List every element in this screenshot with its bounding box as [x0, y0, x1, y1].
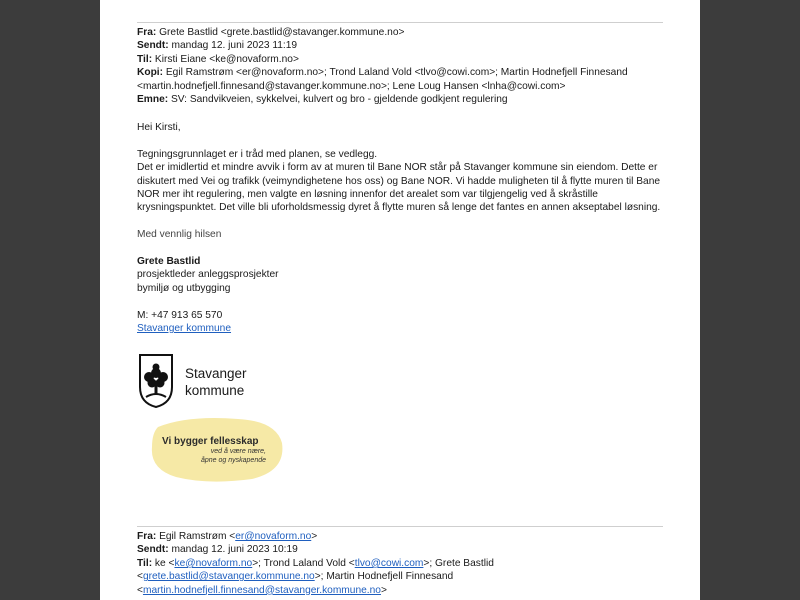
- cc-line: Kopi: Egil Ramstrøm <er@novaform.no>; Trond Laland Vold <tlvo@cowi.com>; Martin Hodnefjell Finnesand: [137, 67, 628, 79]
- sent-line-2: Sendt: mandag 12. juni 2023 10:19: [137, 544, 298, 556]
- slogan: Vi bygger fellesskap ved å være nære, åpne og nyskapende: [162, 436, 266, 464]
- signature-name: Grete Bastlid: [137, 256, 201, 268]
- body-paragraph-2-line-4: krysningspunktet. Det ville bli uforholdsmessig dyret å flytte muren så lenge det fantes en annen akseptabel løsning.: [137, 202, 661, 214]
- email-header-2: [137, 530, 667, 597]
- body-paragraph-1: Tegningsgrunnlaget er i tråd med planen, se vedlegg.: [137, 148, 378, 160]
- signature-dept: bymiljø og utbygging: [137, 282, 231, 294]
- stavanger-kommune-link[interactable]: Stavanger kommune: [137, 323, 232, 335]
- signature-phone: M: +47 913 65 570: [137, 309, 223, 321]
- document-page: [100, 0, 700, 600]
- to-email-link-4[interactable]: martin.hodnefjell.finnesand@stavanger.kommune.no: [142, 584, 381, 596]
- stavanger-logo: [137, 351, 337, 411]
- cc-line-2: <martin.hodnefjell.finnesand@stavanger.kommune.no>; Lene Loug Hansen <lnha@cowi.com>: [137, 80, 566, 92]
- stavanger-coat-of-arms-icon: [137, 351, 175, 409]
- header-separator-2: [137, 526, 663, 527]
- email-body: [137, 121, 667, 335]
- to-email-link-2[interactable]: tlvo@cowi.com: [354, 557, 424, 569]
- from-line-2: Fra: Egil Ramstrøm <er@novaform.no>: [137, 531, 318, 542]
- body-paragraph-2-line-2: diskutert med Vei og trafikk (veimyndighetene hos oss) og Bane NOR. Vi hadde muligheten til å flytte muren til Bane: [137, 175, 661, 187]
- signature-title: prosjektleder anleggsprosjekter: [137, 269, 279, 281]
- greeting: Hei Kirsti,: [137, 122, 181, 133]
- header-separator: [137, 22, 663, 23]
- from-email-link[interactable]: er@novaform.no: [235, 531, 312, 542]
- body-paragraph-2-line-3: NOR mer iht regulering, men valgte en løsning innenfor det arealet som var tilgjengelig ved å skråstille: [137, 189, 598, 201]
- closing: Med vennlig hilsen: [137, 229, 222, 241]
- to-line-2: Til: ke <ke@novaform.no>; Trond Laland Vold <tlvo@cowi.com>; Grete Bastlid: [137, 557, 494, 569]
- to-line: Til: Kirsti Eiane <ke@novaform.no>: [137, 53, 299, 65]
- from-line: Fra: Grete Bastlid <grete.bastlid@stavanger.kommune.no>: [137, 27, 405, 38]
- body-paragraph-2-line-1: Det er imidlertid et mindre avvik i form av at muren til Bane NOR står på Stavanger kommune sin eiendom. Dette er: [137, 162, 658, 174]
- subject-line: Emne: SV: Sandvikveien, sykkelvei, kulvert og bro - gjeldende godkjent regulering: [137, 94, 508, 106]
- to-email-link-1[interactable]: ke@novaform.no: [174, 557, 253, 569]
- email-header-1: [137, 26, 667, 106]
- sent-line: Sendt: mandag 12. juni 2023 11:19: [137, 40, 298, 52]
- to-line-2b: <grete.bastlid@stavanger.kommune.no>; Martin Hodnefjell Finnesand: [137, 571, 454, 583]
- to-email-link-3[interactable]: grete.bastlid@stavanger.kommune.no: [142, 571, 315, 583]
- to-line-2c: <martin.hodnefjell.finnesand@stavanger.kommune.no>: [137, 584, 387, 596]
- logo-wordmark: Stavanger kommune: [185, 366, 247, 398]
